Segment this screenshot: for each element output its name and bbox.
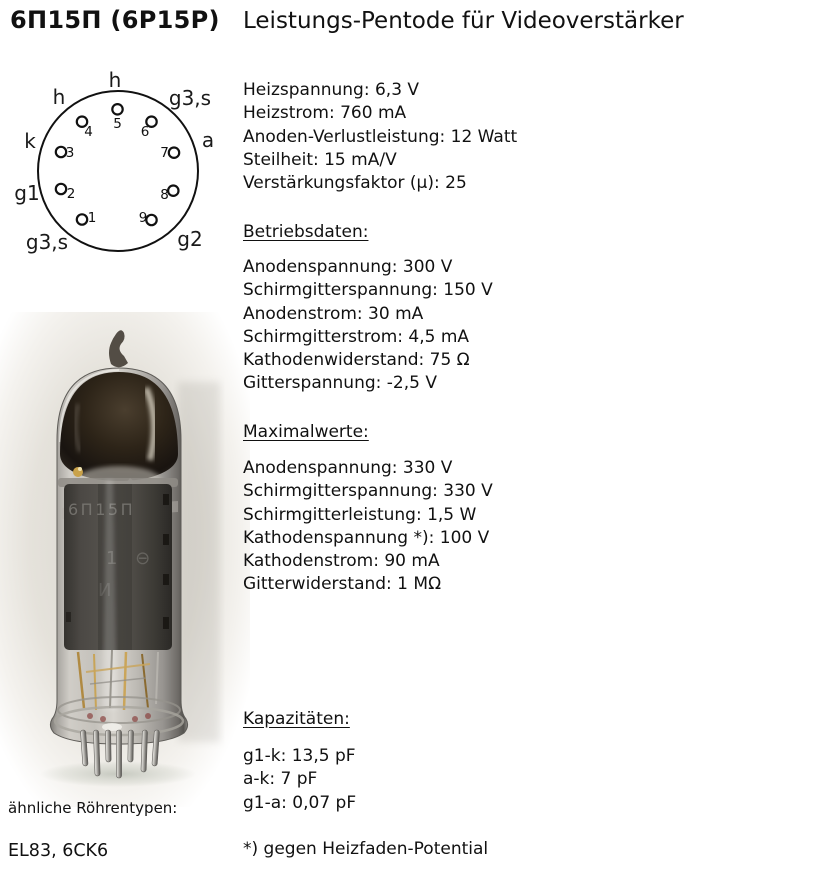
pin-6-number: 6 (140, 124, 150, 140)
spec-line: Anodenspannung: 300 V (243, 257, 453, 277)
anode-slot (163, 494, 169, 505)
pin-5-circle (112, 104, 122, 114)
electrode-label-h-0: h (108, 68, 122, 92)
spec-line: Verstärkungsfaktor (µ): 25 (243, 173, 467, 193)
spec-line: Anodenstrom: 30 mA (243, 303, 424, 324)
pin-2-circle (56, 184, 66, 194)
spec-line: Kathodenspannung *): 100 V (243, 527, 490, 548)
anode-slot (66, 612, 71, 622)
spec-line: Steilheit: 15 mA/V (243, 149, 397, 170)
spec-line: Schirmgitterspannung: 330 V (243, 481, 493, 502)
kapazitaeten-specs (243, 745, 356, 815)
pin-4-number: 4 (84, 124, 93, 140)
photo-right-shadow (178, 382, 220, 742)
spec-line: Anodenspannung: 330 V (243, 458, 453, 478)
spec-line: Schirmgitterstrom: 4,5 mA (243, 326, 470, 347)
footnote: *) gegen Heizfaden-Potential (243, 839, 489, 859)
heading-maximalwerte: Maximalwerte: (243, 422, 369, 442)
pin-seal (132, 716, 138, 722)
pin-3-number: 3 (65, 145, 75, 161)
electrode-label-g2-7: g2 (177, 227, 203, 251)
spec-line: a-k: 7 pF (243, 769, 318, 790)
similar-tubes-value: EL83, 6CK6 (8, 841, 109, 861)
anode-slot (163, 534, 169, 545)
pin-1-number: 1 (87, 210, 97, 226)
spec-line: Anoden-Verlustleistung: 12 Watt (243, 126, 518, 147)
pin-7-number: 7 (160, 145, 169, 161)
heading-betriebsdaten: Betriebsdaten: (243, 222, 369, 242)
anode-slot (163, 617, 169, 629)
spec-line: Gitterspannung: -2,5 V (243, 373, 437, 394)
spec-line: Kathodenwiderstand: 75 Ω (243, 350, 470, 370)
spec-line: Heizstrom: 760 mA (243, 103, 407, 124)
spec-line: Schirmgitterleistung: 1,5 W (243, 504, 477, 525)
pin-diagram (0, 60, 240, 272)
pin-8-number: 8 (160, 187, 169, 203)
tube-marking-type: 6П15П (68, 500, 136, 519)
pin-2-number: 2 (66, 186, 76, 202)
spec-line: Heizspannung: 6,3 V (243, 80, 420, 100)
tube-photo (0, 312, 250, 812)
pin-3-circle (56, 147, 66, 157)
tube-marking-letter: И (98, 580, 112, 601)
general-specs (243, 79, 517, 195)
pin-seal (87, 713, 93, 719)
page-title: 6П15П (6P15P) (10, 6, 220, 34)
tube-marking-date: 1 ⊖ (106, 548, 157, 569)
electrode-label-h-1: h (52, 85, 66, 109)
similar-tubes-label: ähnliche Röhrentypen: (8, 799, 178, 817)
spec-line: Kathodenstrom: 90 mA (243, 551, 440, 571)
heading-kapazitaeten: Kapazitäten: (243, 709, 350, 729)
spec-line: g1-k: 13,5 pF (243, 746, 356, 766)
pin-1-circle (77, 214, 87, 224)
pin-diagram-pins (14, 68, 214, 254)
pin-8-circle (168, 186, 178, 196)
pin-7-circle (169, 148, 179, 158)
spec-line: Schirmgitterspannung: 150 V (243, 280, 493, 301)
spec-line: g1-a: 0,07 pF (243, 792, 357, 813)
pin-9-number: 9 (138, 210, 148, 226)
electrode-label-a-4: a (201, 128, 215, 152)
anode-slot (163, 574, 169, 585)
maximalwerte-specs (243, 457, 493, 597)
gold-reflection-spark (78, 467, 82, 471)
pin-5-number: 5 (113, 116, 122, 132)
spec-line: Gitterwiderstand: 1 MΩ (243, 574, 442, 595)
electrode-label-g1-5: g1 (14, 181, 40, 205)
betriebsdaten-specs (243, 256, 493, 396)
electrode-label-k-3: k (24, 129, 36, 153)
pin-seal (145, 713, 151, 719)
pin-9-circle (146, 215, 156, 225)
electrode-label-g3s-6: g3,s (25, 230, 69, 254)
pin-seal (100, 716, 106, 722)
electrode-label-g3s-2: g3,s (168, 86, 212, 110)
page-subtitle: Leistungs-Pentode für Videoverstärker (243, 8, 684, 34)
